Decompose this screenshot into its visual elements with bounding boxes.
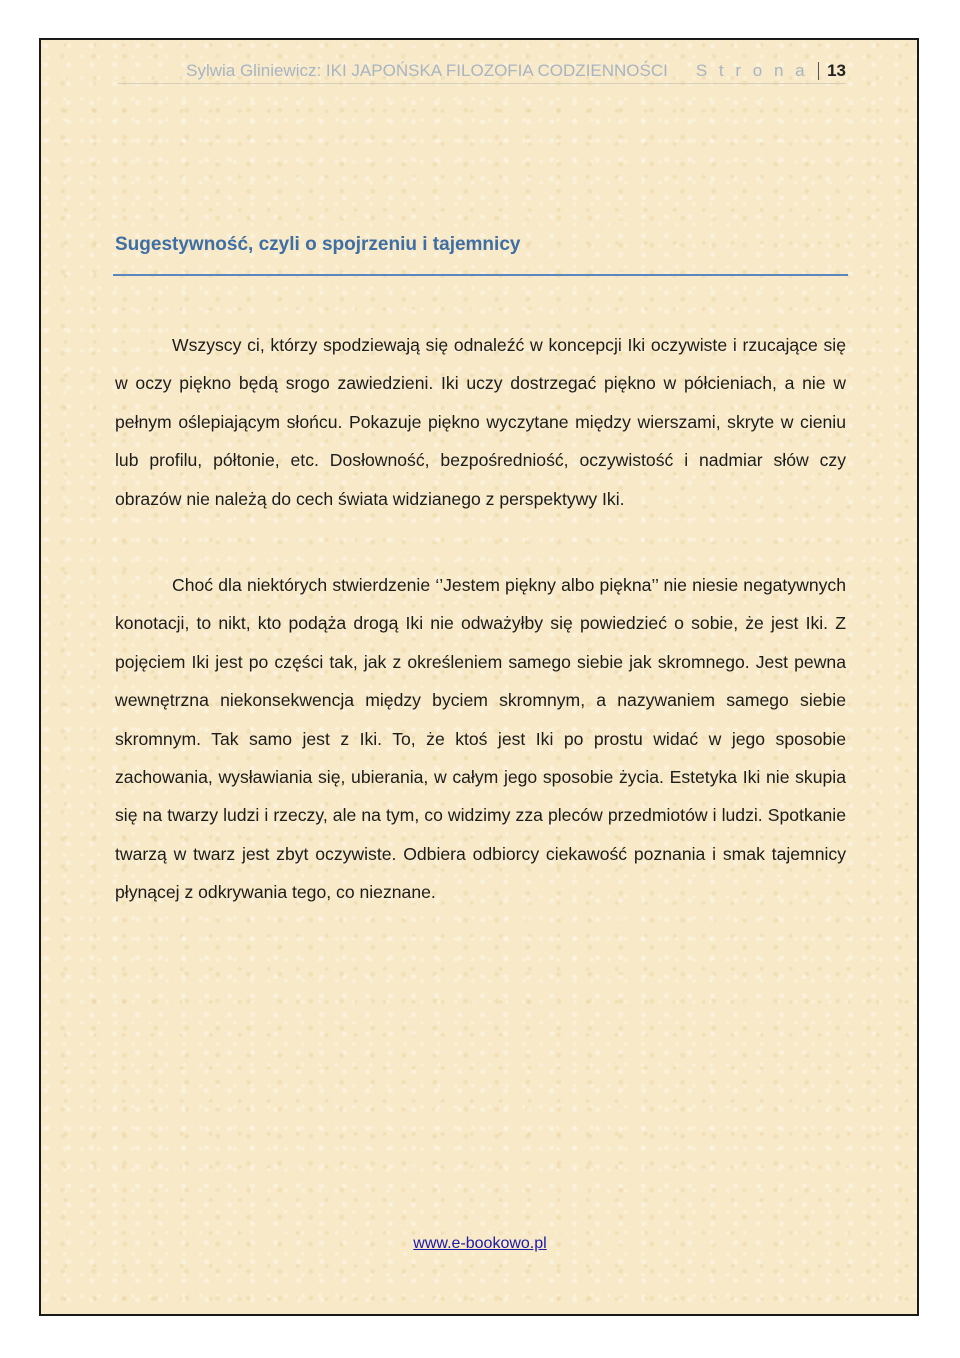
section-title-rule [113,274,848,276]
paragraph-1: Wszyscy ci, którzy spodziewają się odnaleźć w koncepcji Iki oczywiste i rzucające się w oczy piękno będą srogo zawiedzieni. Iki uczy dostrzegać piękno w półcieniach, a nie w pełnym oślepiającym słońcu. Pokazuje piękno wyczytane między wierszami, skryte w cieniu lub profilu, półtonie, etc. Dosłowność, bezpośredniość, oczywistość i nadmiar słów czy obrazów nie należą do cech świata widzianego z perspektywy Iki. [115,335,846,509]
paragraph-2: Choć dla niektórych stwierdzenie ‘’Jestem piękny albo piękna’’ nie niesie negatywnych konotacji, to nikt, kto podąża drogą Iki nie odważyłby się powiedzieć o sobie, że jest Iki. Z pojęciem Iki jest po części tak, jak z określeniem samego siebie jak skromnego. Jest pewna wewnętrzna niekonsekwencja między byciem skromnym, a nazywaniem samego siebie skromnym. Tak samo jest z Iki. To, że ktoś jest Iki po prostu widać w jego sposobie zachowania, wysławiania się, ubierania, w całym jego sposobie życia. Estetyka Iki nie skupia się na twarzy ludzi i rzeczy, ale na tym, co widzimy zza pleców przedmiotów i ludzi. Spotkanie twarzą w twarz jest zbyt oczywiste. Odbiera odbiorcy ciekawość poznania i smak tajemnicy płynącej z odkrywania tego, co nieznane. [115,575,846,903]
running-header [118,59,846,84]
header-divider [818,62,819,80]
page-number: 13 [827,61,846,80]
header-author-title: Sylwia Gliniewicz: IKI JAPOŃSKA FILOZOFIA CODZIENNOŚCI [186,61,668,80]
header-page-label: S t r o n a [695,61,809,80]
section-title: Sugestywność, czyli o spojrzeniu i tajemnicy [115,234,521,255]
footer-website-link[interactable]: www.e-bookowo.pl [413,1235,547,1252]
